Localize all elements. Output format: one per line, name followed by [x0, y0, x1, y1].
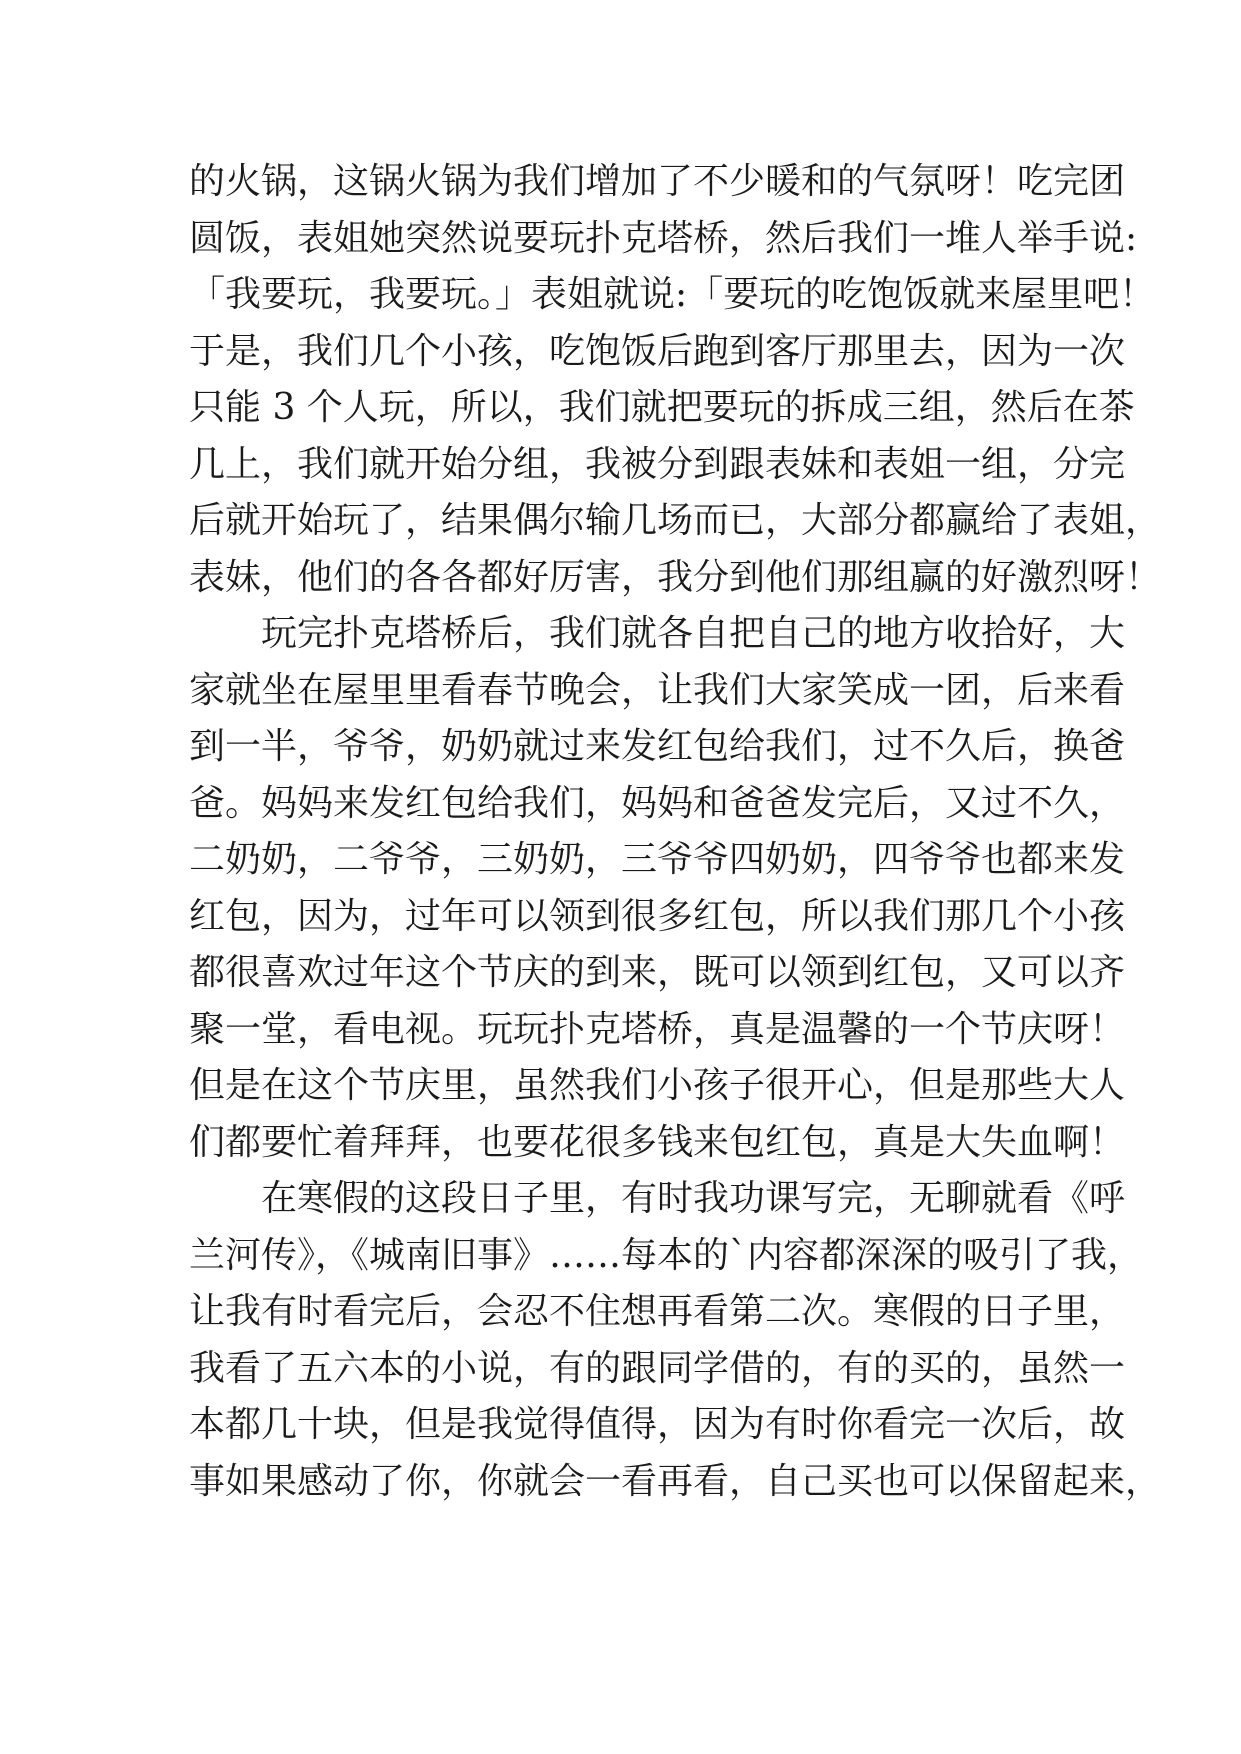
text-line: 红包，因为，过年可以领到很多红包，所以我们那几个小孩 [189, 895, 1126, 937]
text-line: 后就开始玩了，结果偶尔输几场而已，大部分都赢给了表姐， [189, 500, 1162, 541]
text-line: 们都要忙着拜拜，也要花很多钱来包红包，真是大失血啊！ [189, 1121, 1126, 1163]
text-line: 在寒假的这段日子里，有时我功课写完，无聊就看《呼 [261, 1178, 1126, 1219]
text-line: 只能 3 个人玩，所以，我们就把要玩的拆成三组，然后在茶 [189, 387, 1135, 428]
text-line: 几上，我们就开始分组，我被分到跟表妹和表姐一组，分完 [189, 443, 1126, 485]
text-line: 我看了五六本的小说，有的跟同学借的，有的买的，虽然一 [189, 1347, 1126, 1389]
text-line: 但是在这个节庆里，虽然我们小孩子很开心，但是那些大人 [189, 1065, 1126, 1106]
text-line: 让我有时看完后，会忍不住想再看第二次。寒假的日子里， [189, 1291, 1126, 1332]
text-line: 二奶奶，二爷爷，三奶奶，三爷爷四奶奶，四爷爷也都来发 [189, 839, 1126, 880]
text-line: 圆饭，表姐她突然说要玩扑克塔桥，然后我们一堆人举手说: [189, 217, 1138, 259]
text-line: 「我要玩，我要玩。」表姐就说:「要玩的吃饱饭就来屋里吧！ [189, 274, 1156, 315]
text-line: 事如果感动了你，你就会一看再看，自己买也可以保留起来， [189, 1460, 1162, 1502]
text-line: 到一半，爷爷，奶奶就过来发红包给我们，过不久后，换爸 [189, 726, 1126, 767]
body-text [189, 154, 1162, 1510]
text-line: 于是，我们几个小孩，吃饱饭后跑到客厅那里去，因为一次 [189, 330, 1126, 372]
text-line: 玩完扑克塔桥后，我们就各自把自己的地方收拾好，大 [261, 613, 1126, 654]
text-line: 都很喜欢过年这个节庆的到来，既可以领到红包，又可以齐 [189, 952, 1126, 993]
text-line: 爸。妈妈来发红包给我们，妈妈和爸爸发完后，又过不久， [189, 782, 1126, 824]
text-line: 兰河传》，《城南旧事》……每本的`内容都深深的吸引了我， [189, 1234, 1144, 1276]
text-line: 本都几十块，但是我觉得值得，因为有时你看完一次后，故 [189, 1404, 1126, 1445]
text-line: 家就坐在屋里里看春节晚会，让我们大家笑成一团，后来看 [189, 669, 1126, 711]
text-line: 表妹，他们的各各都好厉害，我分到他们那组赢的好激烈呀！ [189, 556, 1162, 598]
text-line: 聚一堂，看电视。玩玩扑克塔桥，真是温馨的一个节庆呀！ [189, 1008, 1126, 1050]
text-line: 的火锅，这锅火锅为我们增加了不少暖和的气氛呀！吃完团 [189, 161, 1126, 202]
